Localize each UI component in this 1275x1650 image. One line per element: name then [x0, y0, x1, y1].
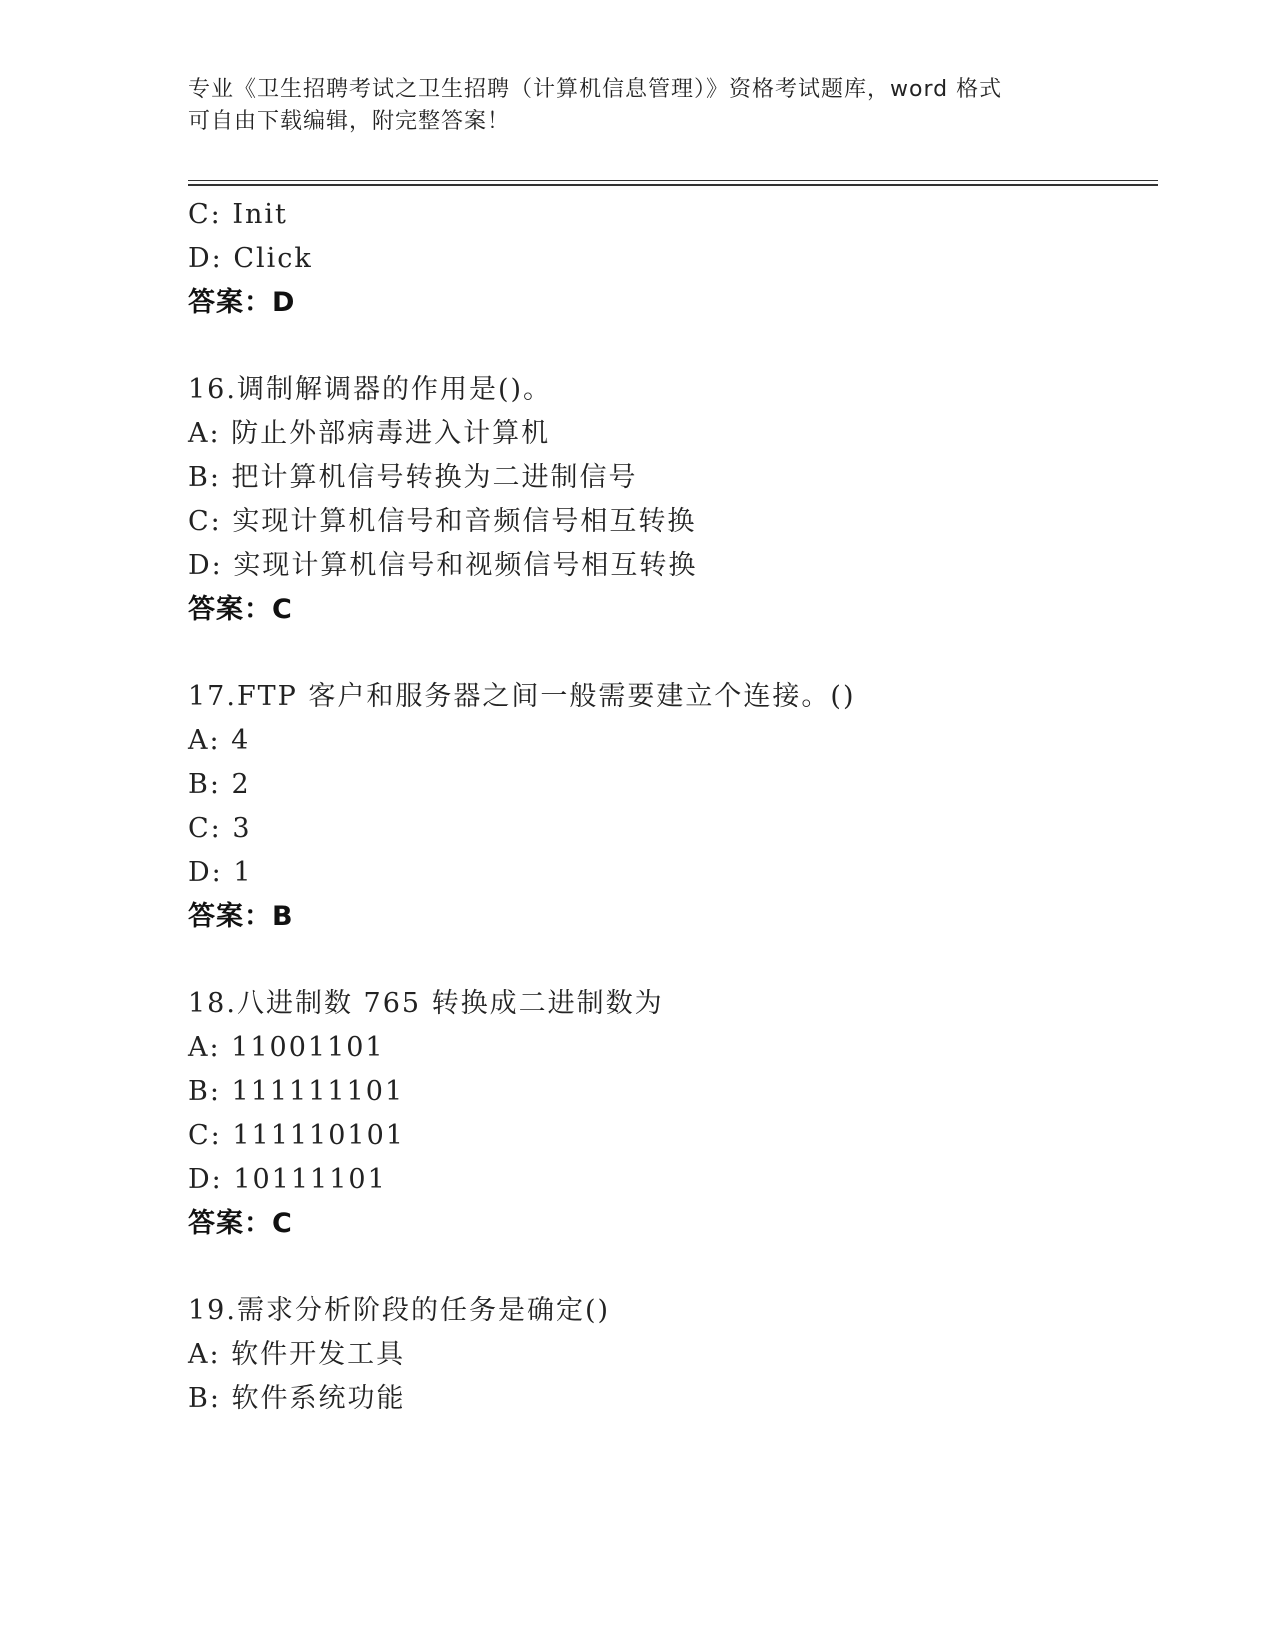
q17-option-b: B: 2 [188, 769, 251, 800]
q18-question: 18.八进制数 765 转换成二进制数为 [188, 988, 664, 1019]
q16-answer: 答案：C [188, 594, 293, 625]
q17-answer: 答案：B [188, 901, 294, 932]
q17-option-c: C: 3 [188, 813, 252, 844]
q19-question: 19.需求分析阶段的任务是确定() [188, 1295, 611, 1326]
document-header: 专业《卫生招聘考试之卫生招聘（计算机信息管理）》资格考试题库，word 格式 可自由下载编辑，附完整答案！ [188, 77, 1003, 134]
q18-option-c: C: 111110101 [188, 1120, 405, 1151]
q16-question: 16.调制解调器的作用是()。 [188, 374, 553, 405]
q18-option-d: D: 10111101 [188, 1164, 387, 1195]
q15-option-d: D: Click [188, 243, 313, 274]
q15-option-c: C: Init [188, 199, 288, 230]
q19-option-a: A: 软件开发工具 [188, 1339, 406, 1370]
header-rule-thin [188, 180, 1158, 181]
q16-option-a: A: 防止外部病毒进入计算机 [188, 418, 551, 449]
q15-answer: 答案：D [188, 287, 296, 318]
q16-option-b: B: 把计算机信号转换为二进制信号 [188, 462, 638, 493]
q17-option-d: D: 1 [188, 857, 253, 888]
q16-option-d: D: 实现计算机信号和视频信号相互转换 [188, 550, 698, 581]
q17-question: 17.FTP 客户和服务器之间一般需要建立个连接。() [188, 681, 856, 712]
header-rule-thick [188, 184, 1158, 186]
q16-option-c: C: 实现计算机信号和音频信号相互转换 [188, 506, 697, 537]
q17-option-a: A: 4 [188, 725, 251, 756]
q18-option-b: B: 111111101 [188, 1076, 405, 1107]
q19-option-b: B: 软件系统功能 [188, 1383, 406, 1414]
q18-answer: 答案：C [188, 1208, 293, 1239]
q18-option-a: A: 11001101 [188, 1032, 385, 1063]
